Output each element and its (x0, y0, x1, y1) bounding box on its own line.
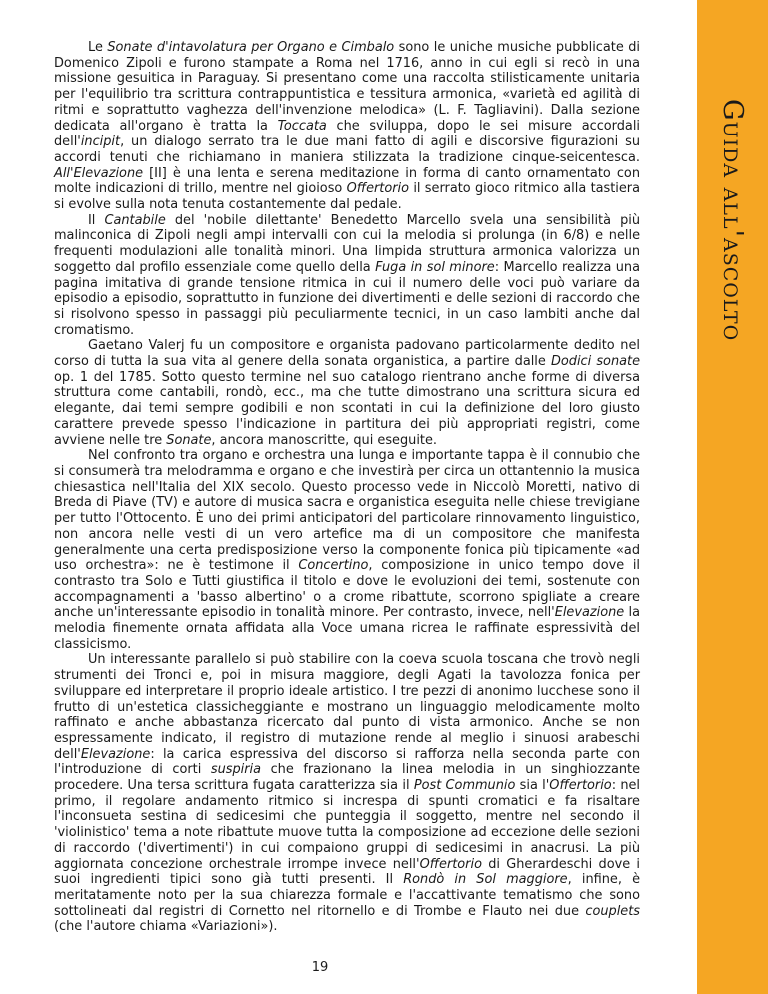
italic-text: Toccata (277, 118, 327, 134)
italic-text: Fuga in sol minore (375, 259, 495, 275)
paragraph (54, 213, 640, 339)
text-run: , un dialogo serrato tra le due mani fatto di agili e discorsive figurazioni su accordi tenuti che richiamano in maniera stilizzata la tradizione cinque-seicentesca. (54, 134, 640, 165)
italic-text: Elevazione (80, 746, 151, 762)
italic-text: Post Communio (413, 778, 516, 794)
text-run: la melodia finemente ornata affidata alla Voce umana ricrea le raffinate espressività del classicismo. (54, 605, 640, 652)
italic-text: Dodici sonate (550, 354, 640, 370)
text-run: che frazionano la linea melodia in un singhiozzante procedere. Una tersa scrittura fugata caratterizza sia il (54, 762, 640, 794)
text-run: , infine, è meritatamente noto per la sua chiarezza formale e l'accattivante tematismo che sono sottolineati dal registri di Cornetto nel ritornello e di Trombe e Flauto nei due (54, 872, 640, 919)
text-run: , composizione in unico tempo dove il contrasto tra Solo e Tutti giustifica il titolo e dove le evoluzioni dei temi, sostenute con accompagnamenti a 'basso albertino' o a crome ribattute, scorrono spigliate a creare anche un'interessante episodio in tonalità minore. Per contrasto, invece, nell' (54, 558, 640, 621)
italic-text: Rondò in Sol maggiore (403, 872, 568, 888)
section-band (697, 0, 768, 994)
text-run: (che l'autore chiama «Variazioni»). (54, 919, 278, 935)
text-run: del 'nobile dilettante' Benedetto Marcello svela una sensibilità più malinconica di Zipoli negli ampi intervalli con cui la melodia si prolunga (in 6/8) e nelle frequenti modulazioni alle tonalità minori. Una limpida struttura armonica valorizza un soggetto dal profilo essenziale come quello della (54, 212, 641, 275)
text-run: di Gherardeschi dove i suoi ingredienti tipici sono già tutti presenti. Il (54, 856, 640, 888)
article-body (54, 40, 640, 935)
italic-text: Sonate d'intavolatura per Organo e Cimbalo (107, 40, 395, 55)
paragraph (54, 652, 640, 935)
text-run: , ancora manoscritte, qui eseguite. (211, 432, 437, 448)
text-run: [II] è una lenta e serena meditazione in forma di canto ornamentato con molte indicazioni di trillo, mentre nel gioioso (54, 165, 640, 197)
text-run: sia l' (515, 778, 550, 794)
text-run: : nel primo, il regolare andamento ritmico si increspa di spunti cromatici e fa risaltare l'inconsueta sestina di sedicesimi che punteggia il soggetto, mentre nel secondo il 'violinistico' tema a note ribattute muove tutta la composizione ad eccezione delle sezioni di raccordo ('divertimenti') in cui compaiono gruppi di sedicesimi in anacrusi. La più aggiornata concezione orchestrale irrompe invece nell' (54, 778, 641, 872)
text-run: sono le uniche musiche pubblicate di Domenico Zipoli e furono stampate a Roma nel 1716, anno in cui egli si recò in una missione gesuitica in Paraguay. Si presentano come una raccolta stilisticamente unitaria per l'equilibrio tra scrittura contrappuntistica e tessitura armonica, «varietà ed agilità di ritmi e soprattutto vaghezza dell'invenzione melodica» (L. F. Tagliavini). Dalla sezione dedicata all'organo è tratta la (54, 40, 640, 134)
text-run: Le (88, 40, 108, 55)
paragraph (54, 40, 640, 213)
italic-text: incipit (80, 134, 121, 150)
text-run: : Marcello realizza una pagina imitativa di grande tensione ritmica in cui il numero delle voci può variare da episodio a episodio, soprattutto in funzione dei divertimenti e delle sezioni di raccordo che si risolvono spesso in passaggi più peculiarmente tecnici, in un caso lambiti anche dal cromatismo. (54, 259, 640, 338)
italic-text: Sonate (166, 432, 212, 448)
text-run: Il (88, 212, 105, 228)
text-run: Gaetano Valerj fu un compositore e organista padovano particolarmente dedito nel corso di tutta la sua vita al genere della sonata organistica, a partire dalle (54, 338, 640, 370)
paragraph (54, 338, 640, 448)
italic-text: couplets (585, 903, 640, 919)
italic-text: Cantabile (104, 212, 166, 228)
text-run: il serrato gioco ritmico alla tastiera si evolve sulla nota tenuta costantemente dal pedale. (54, 181, 640, 213)
section-title-wrapper (697, 40, 768, 400)
section-title: Guida all'ascolto (717, 98, 748, 342)
italic-text: Offertorio (549, 778, 612, 794)
italic-text: Offertorio (419, 856, 482, 872)
italic-text: Elevazione (554, 605, 625, 621)
text-run: Nel confronto tra organo e orchestra una lunga e importante tappa è il connubio che si consumerà tra melodramma e organo e che investirà per circa un ottantennio la musica chiesastica nell'Italia del XIX secolo. Questo processo vede in Niccolò Moretti, nativo di Breda di Piave (TV) e autore di musica sacra e organistica eseguita nelle chiese trevigiane per tutto l'Ottocento. È uno dei primi anticipatori del particolare rinnovamento linguistico, non ancora nelle vesti di un vero artefice ma di un compositore che manifesta generalmente una certa predisposizione verso la componente fonica più tipicamente «ad uso orchestra»: ne è testimone il (54, 448, 640, 574)
text-run: : la carica espressiva del discorso si rafforza nella seconda parte con l'introduzione di corti (54, 746, 640, 778)
italic-text: All'Elevazione (54, 165, 144, 181)
text-run: che sviluppa, dopo le sei misure accordali dell' (54, 118, 640, 150)
page-number: 19 (311, 960, 329, 975)
italic-text: Offertorio (346, 181, 410, 197)
text-run: op. 1 del 1785. Sotto questo termine nel suo catalogo rientrano anche forme di diversa struttura come cantabili, rondò, ecc., ma che tutte dimostrano una scrittura sicura ed elegante, dai temi sempre godibili e non scontati in cui la definizione del loro giusto carattere prevede spesso l'indicazione in partitura dei più appropriati registri, come avviene nelle tre (54, 369, 640, 448)
text-run: Un interessante parallelo si può stabilire con la coeva scuola toscana che trovò negli strumenti dei Tronci e, poi in misura maggiore, degli Agati la tavolozza fonica per sviluppare ed interpretare il proprio ideale artistico. I tre pezzi di anonimo lucchese sono il frutto di un'estetica classicheggiante e mostrano un linguaggio melodicamente molto raffinato e anche abbastanza ricercato dal punto di vista armonico. Anche se non espressamente indicato, il registro di mutazione rende al meglio i sinuosi arabeschi dell' (54, 652, 640, 762)
italic-text: Concertino (298, 558, 369, 574)
paragraph (54, 448, 640, 652)
italic-text: suspiria (210, 762, 262, 778)
